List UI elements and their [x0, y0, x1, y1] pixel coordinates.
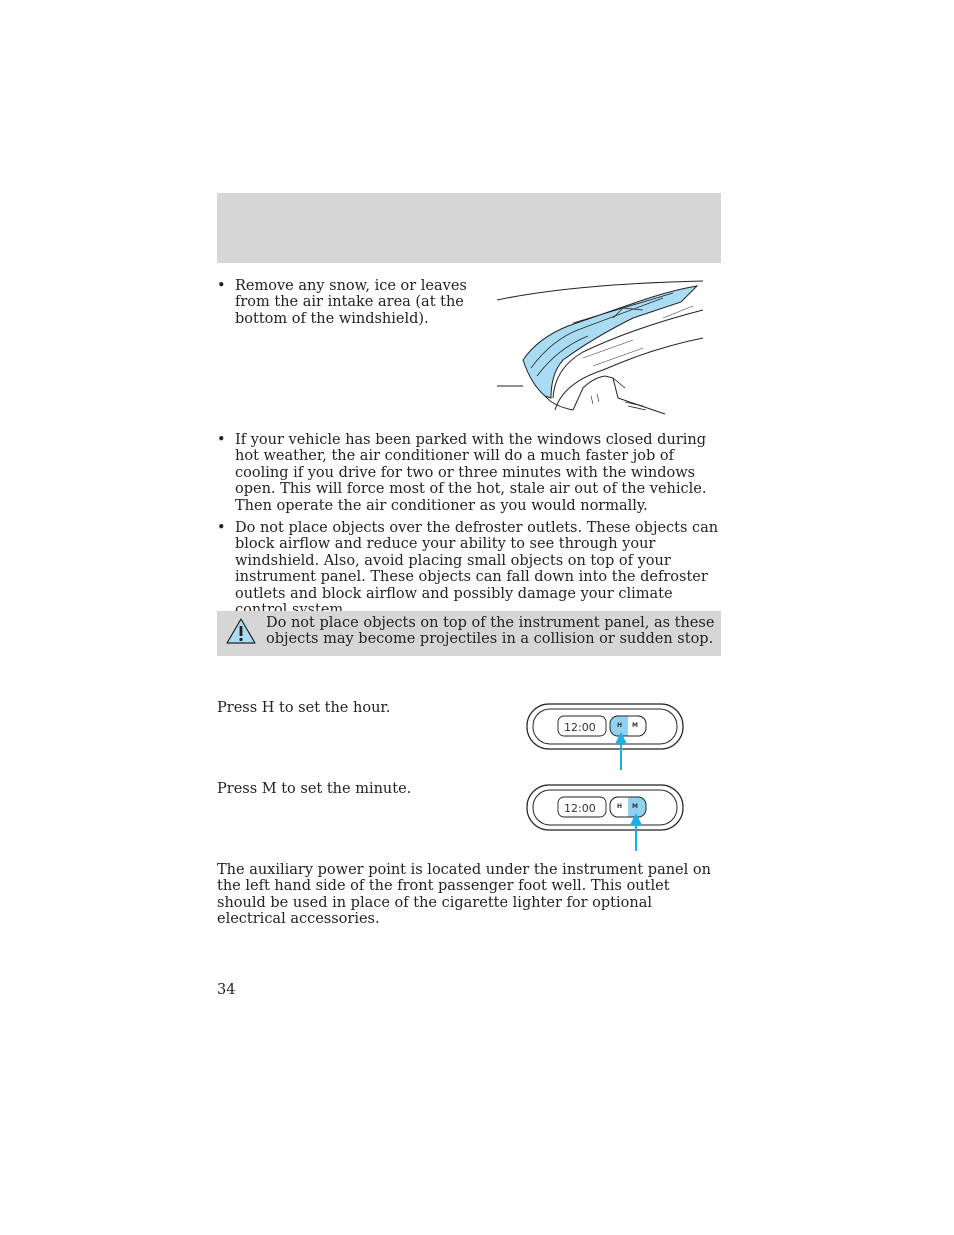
- auxiliary-power-point-paragraph: The auxiliary power point is located under the instrument panel on the left hand side of the front passenger foot well. This outlet should be used in place of the cigarette lighter for optional electrical accessories.: [217, 862, 711, 928]
- clock-display-time: 12:00: [564, 802, 596, 815]
- windshield-air-intake-illustration: [493, 278, 705, 416]
- minute-key-label: M: [632, 722, 638, 729]
- hour-instruction: Press H to set the hour.: [217, 700, 391, 716]
- minute-key-label: M: [632, 803, 638, 810]
- page-number: 34: [217, 982, 236, 998]
- minute-instruction: Press M to set the minute.: [217, 781, 412, 797]
- bullet-text: Do not place objects over the defroster outlets. These objects can block airflow and reduce your ability to see through your windshield. Also, avoid placing small objects on top of your instrument panel. These objects can fall down into the defroster outlets and block airflow and possibly damage your climate: [235, 520, 719, 602]
- warning-box: [217, 611, 721, 656]
- hour-key-label: H: [617, 803, 623, 810]
- bullet-dot: •: [217, 432, 226, 448]
- warning-text: Do not place objects on top of the instrument panel, as these objects may become projectiles in a collision or sudden stop.: [266, 615, 715, 648]
- clock-hour-illustration: [524, 702, 686, 774]
- bullet-dot: •: [217, 278, 226, 294]
- hour-key-label: H: [617, 722, 623, 729]
- clock-display-time: 12:00: [564, 721, 596, 734]
- clock-minute-illustration: [524, 783, 686, 855]
- bullet-text: Remove any snow, ice or leaves from the air intake area (at the bottom of the windshield).: [235, 278, 467, 327]
- bullet-dot: •: [217, 520, 226, 536]
- section-header-bar: [217, 193, 721, 263]
- warning-triangle-icon: [225, 617, 257, 645]
- bullet-text: If your vehicle has been parked with the windows closed during hot weather, the air conditioner will do a much faster job of cooling if you drive for two or three minutes with the windows open. This will force most of the hot, stale air out of the vehicle. Then operate the air conditioner as you would normally.: [235, 432, 707, 514]
